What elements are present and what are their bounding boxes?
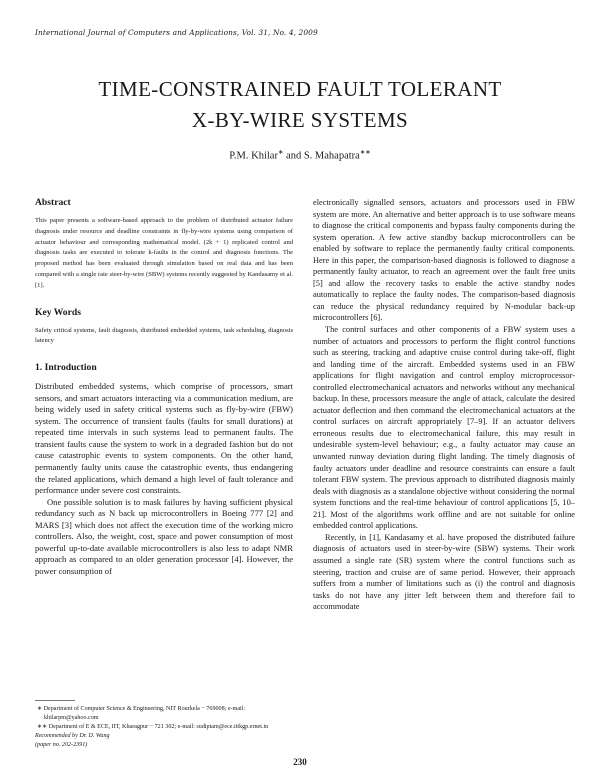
paper-title-line-1: TIME-CONSTRAINED FAULT TOLERANT xyxy=(98,77,502,101)
intro-paragraph-4: The control surfaces and other components of a FBW system uses a number of actuators and processors to perform the flight control functions such as steering, tracking and adaptive cruise control during take-off, flight and landing time of the aircraft. Embedded systems used in an FBW applications for flight navigation and control employ microprocessor-controlled electromechanical actuators and networks without any mechanical backup. In these, processors measure the angle of attack, calculate the desired actuator deflection and then command the electromechanical actuators at the control surfaces on aircraft appropriately [7–9]. If an actuator delivers erroneous results due to electromechanical failure, this may result in undesirable system-level behaviour; e.g., a faulty actuator may cause an unwanted runway deviation during flight landing. The timely diagnosis of faulty actuators under deadline and resource constraints can ensure a fault tolerant FBW system. The previous approach to distributed diagnosis mainly deals with diagnosis as a standalone objective without considering the normal system functions and the real-time behaviour of control applications [5, 10–21]. Most of the algorithms work offline and are not suitable for online embedded control applications. xyxy=(313,325,575,531)
author-2-mark: ∗∗ xyxy=(359,149,371,156)
author-1: P.M. Khilar xyxy=(229,150,278,162)
page-number: 230 xyxy=(293,757,307,767)
footnotes xyxy=(35,705,293,750)
right-column xyxy=(313,197,575,613)
paper-number: (paper no. 202-2391) xyxy=(35,742,88,748)
footnote-author-1: ∗ Department of Computer Science & Engineering, NIT Rourkela − 769008; e-mail: khilarpm@yahoo.com xyxy=(37,706,246,721)
keywords-text: Safety critical systems, fault diagnosis, distributed embedded systems, task scheduling, diagnosis latency xyxy=(35,326,293,345)
journal-header: International Journal of Computers and Applications, Vol. 31, No. 4, 2009 xyxy=(35,28,318,37)
abstract-heading: Abstract xyxy=(35,197,71,208)
keywords-heading: Key Words xyxy=(35,306,81,318)
author-line xyxy=(0,148,600,162)
author-conjunction: and xyxy=(283,150,304,162)
intro-paragraph-2: One possible solution is to mask failures by having sufficient physical redundancy such as N back up microcontrollers in Boeing 777 [2] and MARS [3] which does not affect the execution time of the working micro controllers. Also, the weight, cost, space and power consumption of most powerful up-to-date available microcontrollers is also less to adapt NMR approach as compared to an older generation processor [4]. However, the power consumption of xyxy=(35,496,293,576)
introduction-heading: 1. Introduction xyxy=(35,362,97,374)
footnote-rule xyxy=(35,700,75,701)
recommended-by: Recommended by Dr. D. Wang xyxy=(35,733,110,739)
intro-paragraph-5: Recently, in [1], Kandasamy et al. have proposed the distributed failure diagnosis of actuators used in steer-by-wire (SBW) systems. Their work assumed a single rate (SR) system where the control functions such as steering, traction and cruise are of same period. However, their approach suffers from a number of limitations such as (i) the control and diagnosis tasks do not have any jitter left between them and therefore fail to accommodate xyxy=(313,532,575,612)
author-2: S. Mahapatra xyxy=(303,150,360,162)
intro-paragraph-1: Distributed embedded systems, which comprise of processors, smart sensors, and smart actuators interacting via a communication medium, are being widely used in safety critical systems such as fly-by-wire (FBW) system. The occurrence of transient faults (faults for small durations) at repeated time intervals in such systems lead to permanent faults. The transient faults cause the system to work in a degraded fashion but do not cause catastrophic events to system components. On the other hand, permanently faulty units cause the catastrophic events, thus endangering the related applications, which demand a high level of fault tolerance and performance under severe cost constraints. xyxy=(35,381,293,496)
paper-title-line-2: X-BY-WIRE SYSTEMS xyxy=(191,108,409,132)
author-1-mark: ∗ xyxy=(277,149,284,156)
abstract-text: This paper presents a software-based approach to the problem of distributed actuator failure diagnosis under resource and deadline constraints in fly-by-wire systems using comparison of actuator behaviour and corresponding mathematical model. (2k + 1) replicated control and diagnosis tasks are executed to tolerate k-faults in the control and diagnosis functions. The proposed method has been evaluated through simulation based on real data and has been compared with a single rate steer-by-wire (SBW) systems recently suggested by Kandasamy et al. [1]. xyxy=(35,217,293,289)
intro-paragraph-3: electronically signalled sensors, actuators and processors used in FBW system are more. An alternative and better approach is to use software means to diagnose the critical components and bypass faulty components during the system operation. A few active standby backup microcontrollers can be enabled by software to replace the permanently faulty critical components. Here in this paper, the comparison-based diagnosis is followed to diagnose a permanently faulty actuator, to reach an agreement over the fault free units [5] and allow the recovery tasks to enable the active standby nodes automatically to replace the faulty nodes. The comparison-based diagnosis can reduce the physical redundancy required by N-modular back-up microcontrollers [6]. xyxy=(313,198,575,323)
footnote-author-2: ∗∗ Department of E & ECE, IIT, Kharagpur − 721 302; e-mail: sudiptam@ece.iitkgp.ernet.in xyxy=(37,724,269,730)
left-column xyxy=(35,197,293,577)
